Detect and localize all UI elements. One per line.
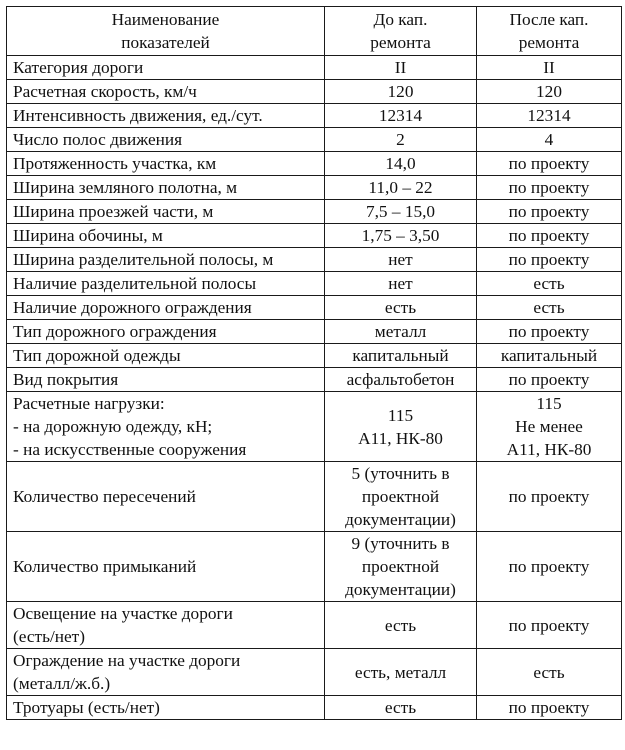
table-row [7, 200, 622, 224]
cell-text-line: документации) [345, 510, 456, 529]
table-row [7, 462, 622, 532]
cell-text-line: 12314 [527, 106, 571, 125]
cell-text-line: есть [384, 615, 417, 635]
cell-text-line: есть [384, 698, 417, 717]
cell-text-line: Освещение на участке дороги [13, 604, 233, 623]
cell-text-line: Ширина обочины, м [13, 226, 163, 245]
cell-after-repair [477, 56, 622, 80]
cell-text-line: ремонта [518, 33, 580, 52]
cell-text-line: А11, НК-80 [506, 440, 592, 459]
cell-after-repair [477, 368, 622, 392]
cell-text-line: - на дорожную одежду, кН; [13, 417, 213, 436]
cell-indicator-name [7, 128, 325, 152]
cell-text-line: 115 [387, 405, 414, 425]
cell-indicator-name [7, 532, 325, 602]
table-body [7, 56, 622, 720]
table-row [7, 248, 622, 272]
cell-text-line: Ширина земляного полотна, м [13, 178, 238, 197]
cell-after-repair [477, 532, 622, 602]
cell-before-repair [325, 224, 477, 248]
cell-text-line: нет [388, 274, 413, 293]
cell-text-line: 115 [536, 394, 562, 413]
cell-text-line: 14,0 [385, 154, 416, 173]
table-row [7, 649, 622, 696]
cell-text-line: Расчетные нагрузки: [13, 394, 165, 413]
cell-before-repair [325, 602, 477, 649]
table-row [7, 152, 622, 176]
cell-after-repair [477, 296, 622, 320]
cell-text-line: 9 (уточнить в [351, 534, 450, 553]
cell-indicator-name [7, 296, 325, 320]
cell-text-line: 4 [544, 130, 554, 149]
cell-after-repair [477, 152, 622, 176]
cell-before-repair [325, 200, 477, 224]
cell-text-line: (металл/ж.б.) [13, 674, 111, 693]
cell-text-line: по проекту [508, 487, 590, 506]
cell-text-line: Расчетная скорость, км/ч [13, 82, 197, 101]
table-row [7, 80, 622, 104]
cell-text-line: есть, металл [354, 662, 447, 682]
cell-before-repair [325, 176, 477, 200]
cell-text-line: Интенсивность движения, ед./сут. [13, 106, 263, 125]
cell-before-repair [325, 392, 477, 462]
table-row [7, 128, 622, 152]
cell-before-repair [325, 696, 477, 720]
cell-text-line: 5 (уточнить в [351, 464, 450, 483]
cell-text-line: Ширина проезжей части, м [13, 202, 214, 221]
table-row [7, 392, 622, 462]
cell-text-line: по проекту [508, 154, 590, 173]
cell-text-line: по проекту [508, 202, 590, 221]
table-row [7, 296, 622, 320]
table-header [7, 7, 622, 56]
cell-after-repair [477, 272, 622, 296]
cell-text-line: 2 [396, 130, 405, 149]
cell-text-line: капитальный [352, 346, 449, 365]
cell-text-line: Протяженность участка, км [13, 154, 217, 173]
table-row [7, 224, 622, 248]
cell-text-line: ремонта [370, 33, 431, 52]
table-row [7, 176, 622, 200]
cell-before-repair [325, 296, 477, 320]
table-row [7, 320, 622, 344]
cell-text-line: Наличие разделительной полосы [13, 274, 257, 293]
cell-before-repair [325, 344, 477, 368]
table-row [7, 368, 622, 392]
table-row [7, 344, 622, 368]
cell-text-line: До кап. [373, 10, 428, 29]
table-row [7, 696, 622, 720]
cell-after-repair [477, 104, 622, 128]
cell-text-line: по проекту [508, 178, 590, 197]
cell-before-repair [325, 152, 477, 176]
cell-text-line: по проекту [508, 698, 590, 717]
cell-text-line: После кап. [509, 10, 589, 29]
cell-text-line: Тротуары (есть/нет) [13, 698, 160, 717]
cell-text-line: асфальтобетон [346, 370, 455, 389]
cell-after-repair [477, 176, 622, 200]
cell-text-line: Ограждение на участке дороги [13, 651, 241, 670]
cell-text-line: металл [374, 322, 427, 341]
cell-text-line: 12314 [378, 106, 423, 125]
cell-indicator-name [7, 602, 325, 649]
cell-text-line: по проекту [508, 370, 590, 389]
cell-after-repair [477, 224, 622, 248]
table-row [7, 104, 622, 128]
cell-text-line: Тип дорожного ограждения [13, 322, 217, 341]
cell-text-line: по проекту [508, 226, 590, 245]
cell-before-repair [325, 649, 477, 696]
cell-indicator-name [7, 320, 325, 344]
cell-text-line: есть [533, 298, 565, 317]
cell-text-line: Количество примыканий [13, 557, 197, 576]
cell-text-line: документации) [345, 580, 456, 599]
header-row [7, 7, 622, 56]
cell-text-line: есть [533, 662, 565, 682]
header-before-repair [325, 7, 477, 56]
cell-after-repair [477, 200, 622, 224]
cell-text-line: по проекту [508, 615, 590, 635]
cell-text-line: Наименование [111, 10, 220, 29]
cell-indicator-name [7, 248, 325, 272]
cell-after-repair [477, 602, 622, 649]
cell-after-repair [477, 128, 622, 152]
cell-text-line: Количество пересечений [13, 487, 196, 506]
cell-text-line: 1,75 – 3,50 [361, 226, 440, 245]
cell-text-line: нет [388, 250, 413, 269]
cell-after-repair [477, 248, 622, 272]
cell-indicator-name [7, 224, 325, 248]
cell-after-repair [477, 462, 622, 532]
cell-text-line: Ширина разделительной полосы, м [13, 250, 274, 269]
cell-text-line: II [394, 58, 407, 77]
cell-text-line: показателей [121, 33, 210, 52]
cell-text-line: Число полос движения [13, 130, 183, 149]
cell-text-line: по проекту [508, 322, 590, 341]
cell-after-repair [477, 649, 622, 696]
road-parameters-table [6, 6, 622, 720]
cell-before-repair [325, 56, 477, 80]
cell-indicator-name [7, 104, 325, 128]
cell-indicator-name [7, 152, 325, 176]
cell-indicator-name [7, 176, 325, 200]
cell-after-repair [477, 696, 622, 720]
table-row [7, 272, 622, 296]
cell-text-line: А11, НК-80 [358, 428, 443, 448]
cell-text-line: по проекту [508, 557, 590, 576]
cell-after-repair [477, 80, 622, 104]
table-row [7, 602, 622, 649]
cell-text-line: Вид покрытия [13, 370, 119, 389]
cell-text-line: проектной [361, 487, 440, 506]
cell-indicator-name [7, 368, 325, 392]
cell-text-line: Не менее [515, 417, 583, 436]
cell-text-line: по проекту [508, 250, 590, 269]
cell-indicator-name [7, 80, 325, 104]
cell-text-line: II [543, 58, 555, 77]
cell-text-line: есть [533, 274, 565, 293]
cell-before-repair [325, 272, 477, 296]
cell-before-repair [325, 128, 477, 152]
cell-text-line: Категория дороги [13, 58, 144, 77]
cell-text-line: 7,5 – 15,0 [365, 202, 436, 221]
cell-indicator-name [7, 649, 325, 696]
cell-before-repair [325, 368, 477, 392]
cell-indicator-name [7, 56, 325, 80]
cell-indicator-name [7, 696, 325, 720]
cell-before-repair [325, 104, 477, 128]
cell-before-repair [325, 248, 477, 272]
cell-text-line: - на искусственные сооружения [13, 440, 247, 459]
table-row [7, 56, 622, 80]
cell-text-line: проектной [361, 557, 440, 576]
cell-text-line: Тип дорожной одежды [13, 346, 181, 365]
cell-after-repair [477, 344, 622, 368]
cell-before-repair [325, 532, 477, 602]
cell-before-repair [325, 80, 477, 104]
cell-text-line: 120 [536, 82, 562, 101]
cell-text-line: капитальный [500, 346, 598, 365]
cell-after-repair [477, 320, 622, 344]
header-indicator-name [7, 7, 325, 56]
cell-before-repair [325, 462, 477, 532]
cell-after-repair [477, 392, 622, 462]
cell-text-line: 120 [387, 82, 414, 101]
cell-text-line: Наличие дорожного ограждения [13, 298, 252, 317]
cell-indicator-name [7, 462, 325, 532]
cell-indicator-name [7, 344, 325, 368]
cell-before-repair [325, 320, 477, 344]
cell-text-line: 11,0 – 22 [368, 178, 433, 197]
cell-text-line: есть [384, 298, 417, 317]
cell-indicator-name [7, 392, 325, 462]
table-row [7, 532, 622, 602]
cell-text-line: (есть/нет) [13, 627, 85, 646]
cell-indicator-name [7, 272, 325, 296]
header-after-repair [477, 7, 622, 56]
cell-indicator-name [7, 200, 325, 224]
